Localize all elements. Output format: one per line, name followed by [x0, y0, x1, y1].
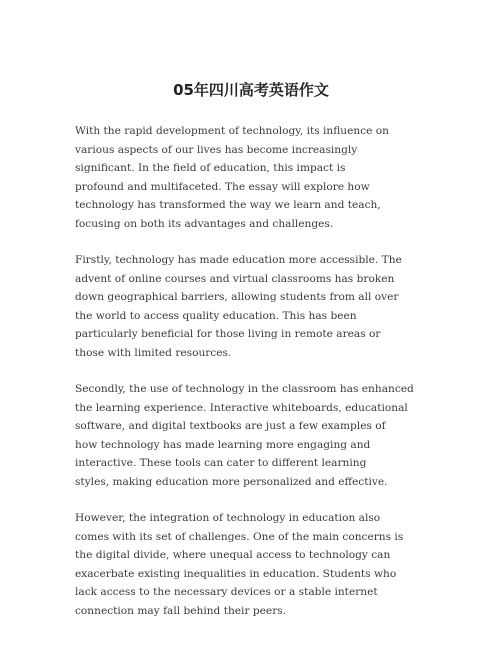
- paragraph-line: With the rapid development of technology, its influence on: [75, 125, 389, 137]
- paragraph-line: connection may fall behind their peers.: [75, 604, 287, 617]
- paragraph-line: down geographical barriers, allowing students from all over: [75, 291, 399, 303]
- paragraph-line: technology has transformed the way we learn and teach,: [75, 199, 381, 211]
- paragraph-line: lack access to the necessary devices or a stable internet: [75, 586, 378, 598]
- document-body: [75, 122, 433, 638]
- paragraph-line: the world to access quality education. This has been: [75, 309, 357, 322]
- paragraph-line: various aspects of our lives has become increasingly: [75, 143, 358, 156]
- paragraph-4: [75, 509, 433, 620]
- paragraph-line: the learning experience. Interactive whiteboards, educational: [75, 401, 408, 414]
- paragraph-line: particularly beneficial for those living in remote areas or: [75, 328, 381, 340]
- paragraph-line: the digital divide, where unequal access to technology can: [75, 549, 391, 561]
- paragraph-line: significant. In the field of education, this impact is: [75, 162, 346, 174]
- paragraph-line: focusing on both its advantages and challenges.: [75, 217, 334, 230]
- paragraph-3: [75, 380, 433, 491]
- document-title: 05年四川高考英语作文: [173, 81, 329, 99]
- paragraph-line: styles, making education more personalized and effective.: [75, 475, 388, 488]
- paragraph-2: [75, 251, 433, 362]
- paragraph-line: exacerbate existing inequalities in education. Students who: [75, 567, 397, 580]
- paragraph-line: Secondly, the use of technology in the classroom has enhanced: [75, 383, 414, 395]
- paragraph-line: how technology has made learning more engaging and: [75, 438, 371, 451]
- paragraph-line: those with limited resources.: [75, 346, 232, 359]
- paragraph-line: comes with its set of challenges. One of the main concerns is: [75, 530, 404, 543]
- paragraph-line: Firstly, technology has made education more accessible. The: [75, 254, 402, 266]
- paragraph-line: interactive. These tools can cater to different learning: [75, 457, 367, 469]
- paragraph-line: advent of online courses and virtual classrooms has broken: [75, 272, 395, 285]
- paragraph-line: software, and digital textbooks are just a few examples of: [75, 420, 386, 432]
- paragraph-line: However, the integration of technology in education also: [75, 512, 381, 524]
- paragraph-line: profound and multifaceted. The essay will explore how: [75, 180, 370, 193]
- paragraph-1: [75, 122, 433, 233]
